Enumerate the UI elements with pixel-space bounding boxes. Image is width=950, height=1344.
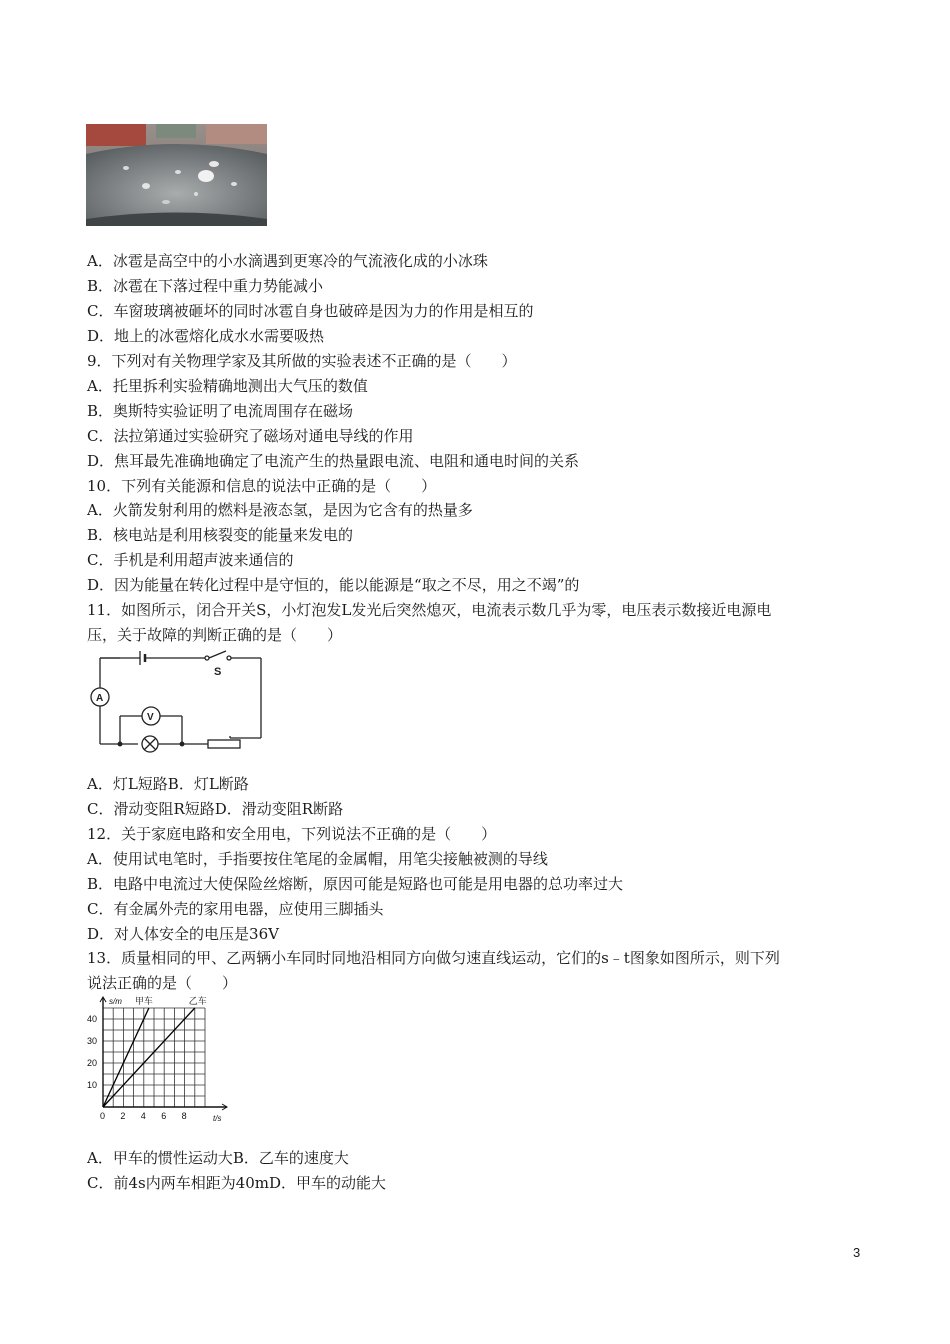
q8-option-a: A．冰雹是高空中的小水滴遇到更寒冷的气流液化成的小冰珠 [87, 252, 488, 270]
series-label: 甲车 [134, 996, 153, 1006]
q13-stem-line1: 13．质量相同的甲、乙两辆小车同时同地沿相同方向做匀速直线运动，它们的s﹣t图象如图所示，则下列 [87, 949, 780, 967]
q12-option-d: D．对人体安全的电压是36V [87, 925, 279, 943]
q10-option-b: B．核电站是利用核裂变的能量来发电的 [87, 526, 354, 544]
x-tick-label: 6 [161, 1111, 167, 1121]
x-axis-label: t/s [213, 1114, 222, 1123]
q10-option-a: A．火箭发射利用的燃料是液态氢，是因为它含有的热量多 [87, 501, 473, 519]
y-tick-label: 20 [87, 1058, 98, 1068]
q11-stem-line1: 11．如图所示，闭合开关S，小灯泡发L发光后突然熄灭，电流表示数几乎为零，电压表示数接近电源电 [87, 601, 772, 619]
q13-options-cd: C．前4s内两车相距为40mD．甲车的动能大 [87, 1174, 387, 1192]
voltmeter-label: V [147, 712, 154, 723]
q11-options-cd: C．滑动变阻R短路D．滑动变阻R断路 [87, 800, 344, 818]
q12-option-b: B．电路中电流过大使保险丝熔断，原因可能是短路也可能是用电器的总功率过大 [87, 875, 624, 893]
q9-stem: 9．下列对有关物理学家及其所做的实验表述不正确的是（ ） [87, 352, 517, 370]
q10-option-d: D．因为能量在转化过程中是守恒的，能以能源是“取之不尽，用之不竭”的 [87, 576, 580, 594]
q9-option-c: C．法拉第通过实验研究了磁场对通电导线的作用 [87, 427, 414, 445]
circuit-diagram [90, 650, 266, 756]
y-tick-label: 30 [87, 1036, 98, 1046]
q11-stem-line2: 压，关于故障的判断正确的是（ ） [87, 626, 343, 644]
st-graph [85, 996, 231, 1124]
x-tick-label: 4 [140, 1111, 146, 1121]
ammeter-label: A [96, 693, 104, 704]
y-tick-label: 10 [87, 1080, 98, 1090]
q12-option-c: C．有金属外壳的家用电器，应使用三脚插头 [87, 900, 384, 918]
q9-option-d: D．焦耳最先准确地确定了电流产生的热量跟电流、电阻和通电时间的关系 [87, 452, 580, 470]
q10-option-c: C．手机是利用超声波来通信的 [87, 551, 294, 569]
switch-contact [205, 656, 209, 660]
q8-option-c: C．车窗玻璃被砸坏的同时冰雹自身也破碎是因为力的作用是相互的 [87, 302, 534, 320]
q12-stem: 12．关于家庭电路和安全用电，下列说法不正确的是（ ） [87, 825, 497, 843]
x-tick-label: 8 [181, 1111, 187, 1121]
hail-car-photo [86, 124, 267, 226]
q11-options-ab: A．灯L短路B．灯L断路 [87, 775, 249, 793]
x-tick-label: 2 [120, 1111, 126, 1121]
page-number: 3 [853, 1245, 861, 1260]
q8-option-d: D．地上的冰雹熔化成水水需要吸热 [87, 327, 325, 345]
rheostat [208, 740, 240, 748]
y-axis-label: s/m [109, 997, 122, 1006]
switch-lever [209, 651, 226, 658]
series-line-jia [103, 1008, 149, 1107]
series-label: 乙车 [188, 996, 207, 1006]
series-line-yi [103, 1008, 195, 1107]
x-tick-label: 0 [100, 1111, 106, 1121]
switch-label: S [214, 666, 222, 678]
q12-option-a: A．使用试电笔时，手指要按住笔尾的金属帽，用笔尖接触被测的导线 [87, 850, 548, 868]
q10-stem: 10．下列有关能源和信息的说法中正确的是（ ） [87, 477, 437, 495]
q9-option-a: A．托里拆利实验精确地测出大气压的数值 [87, 377, 368, 395]
y-tick-label: 40 [87, 1014, 98, 1024]
q13-options-ab: A．甲车的惯性运动大B．乙车的速度大 [87, 1149, 349, 1167]
q9-option-b: B．奥斯特实验证明了电流周围存在磁场 [87, 402, 354, 420]
q13-stem-line2: 说法正确的是（ ） [87, 974, 238, 992]
q8-option-b: B．冰雹在下落过程中重力势能减小 [87, 277, 324, 295]
